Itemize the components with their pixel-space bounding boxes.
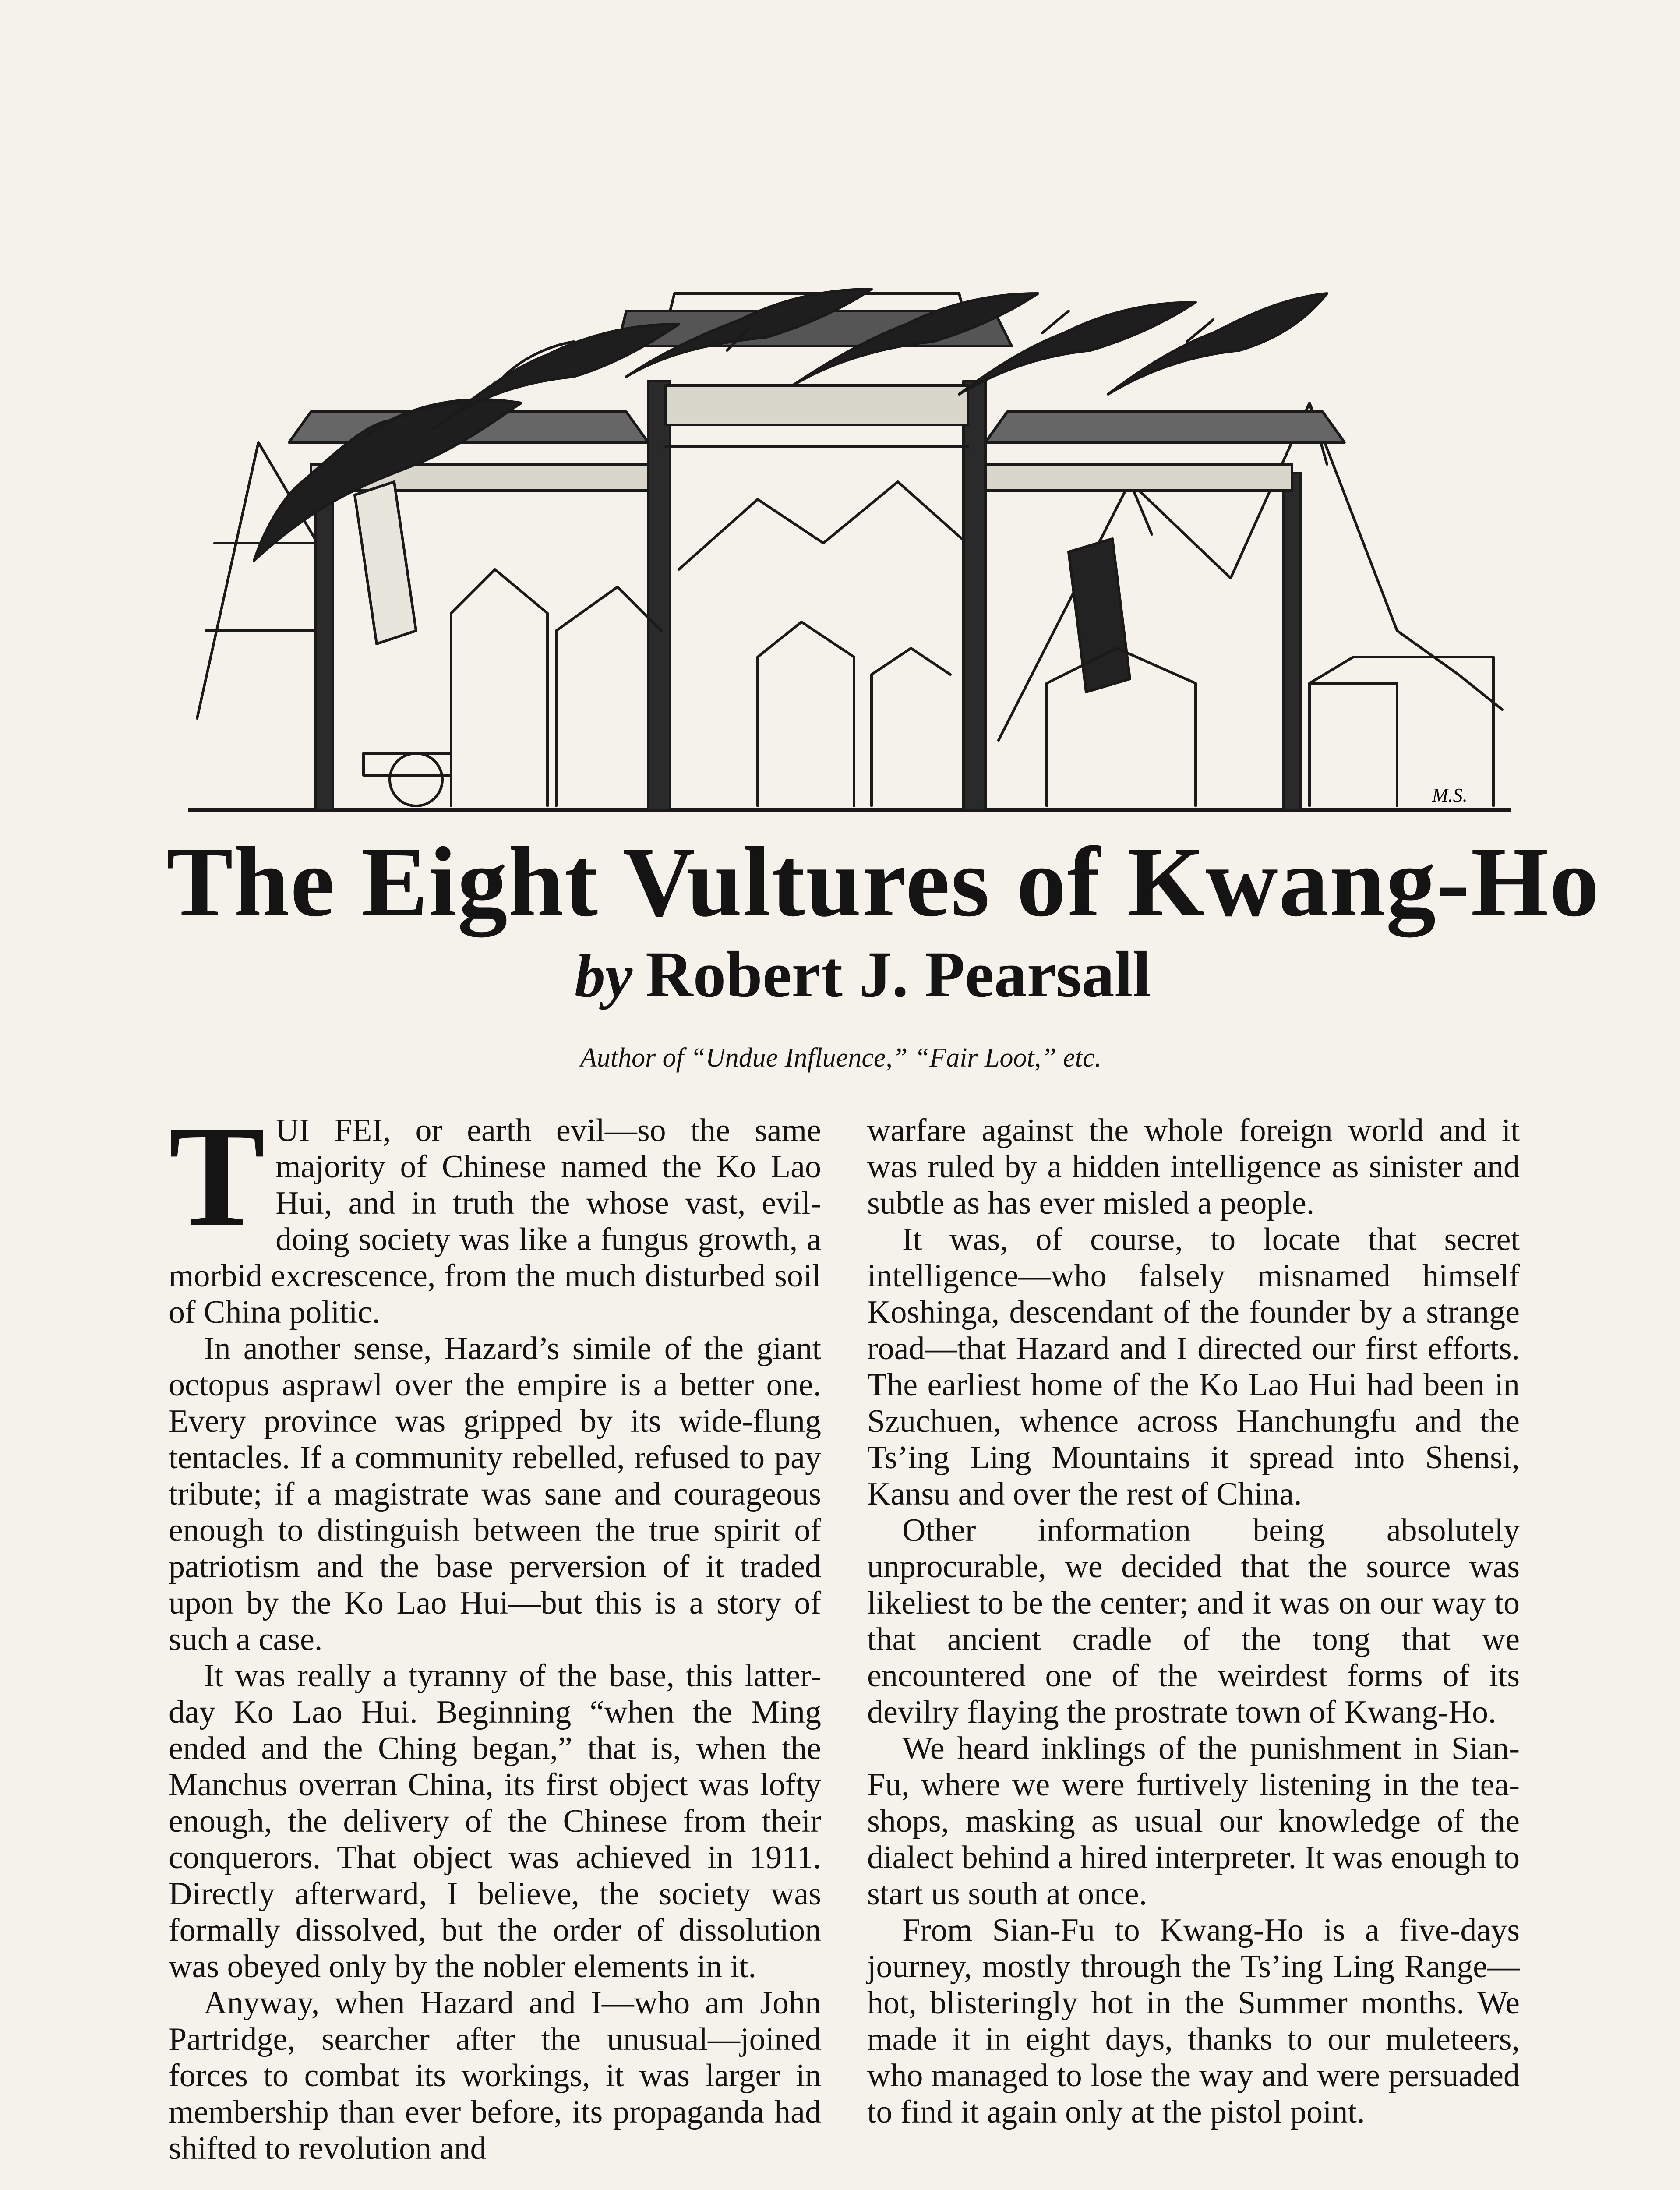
paragraph: In another sense, Hazard’s simile of the giant octopus asprawl over the empire is a better one. Every province was gripped by its wide-flung tentacles. If a community rebelled, refused to pay tribute; if a magistrate was sane and courageous enough to distinguish between the true spirit of patriotism and the base perversion of it traded upon by the Ko Lao Hui—but this is a story of such a case. [169, 1331, 821, 1657]
drop-cap: T [169, 1096, 265, 1256]
vultures-over-gate-drawing [188, 237, 1511, 841]
illustrator-signature: M.S. [1432, 784, 1468, 806]
author-name: Robert J. Pearsall [646, 938, 1151, 1011]
paragraph: It was, of course, to locate that secret intelligence—who falsely misnamed himself Koshinga, descendant of the founder by a strange road—that Hazard and I directed our first efforts. The earliest home of the Ko Lao Hui had been in Szuchuen, whence across Hanchungfu and the Ts’ing Ling Mountains it spread into Shensi, Kansu and over the rest of China. [867, 1222, 1520, 1512]
paragraph [169, 1096, 821, 1331]
paragraph-text: UI FEI, or earth evil—so the same majority of Chinese named the Ko Lao Hui, and in truth the whose vast, evil-doing society was like a fungus growth, a morbid excrescence, from the much disturbed soil of China politic. [169, 1113, 821, 1330]
paragraph: We heard inklings of the punishment in Sian-Fu, where we were furtively listening in the tea-shops, masking as usual our knowledge of the dialect behind a hired interpreter. It was enough to start us south at once. [867, 1731, 1520, 1912]
text-column-right [867, 1113, 1520, 2190]
author-credit: Author of “Undue Influence,” “Fair Loot,” etc. [580, 1043, 1102, 1073]
text-column-left [169, 1096, 821, 2190]
paragraph-continued: warfare against the whole foreign world and it was ruled by a hidden intelligence as sinister and subtle as has ever misled a people. [867, 1113, 1520, 1221]
header-illustration [188, 237, 1511, 841]
paragraph: Anyway, when Hazard and I—who am John Partridge, searcher after the unusual—joined forces to combat its workings, it was larger in membership than ever before, its propaganda had shifted to revolution and [169, 1985, 821, 2166]
paragraph: From Sian-Fu to Kwang-Ho is a five-days journey, mostly through the Ts’ing Ling Range—hot, blisteringly hot in the Summer months. We made it in eight days, thanks to our muleteers, who managed to lose the way and were persuaded to find it again only at the pistol point. [867, 1912, 1520, 2130]
byline-prefix: by [575, 942, 633, 1010]
paragraph: Other information being absolutely unprocurable, we decided that the source was likeliest to be the center; and it was on our way to that ancient cradle of the tong that we encountered one of the weirdest forms of its devilry flaying the prostrate town of Kwang-Ho. [867, 1512, 1520, 1730]
byline [491, 938, 1235, 1011]
paragraph: It was really a tyranny of the base, this latter-day Ko Lao Hui. Beginning “when the Ming ended and the Ching began,” that is, when the Manchus overran China, its first object was lofty enough, the delivery of the Chinese from their conquerors. That object was achieved in 1911. Directly afterward, I believe, the society was formally dissolved, but the order of dissolution was obeyed only by the nobler elements in it. [169, 1658, 821, 1985]
article-title: The Eight Vultures of Kwang-Ho [166, 827, 1600, 937]
